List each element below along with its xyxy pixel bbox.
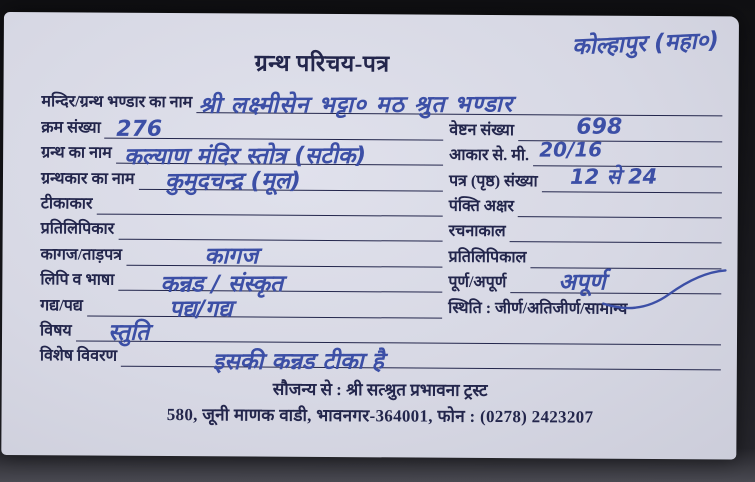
catalog-card [1, 12, 739, 459]
field-label-kram-sankhya: क्रम संख्या [41, 119, 101, 137]
field-label-granthkar-name: ग्रन्थकार का नाम [40, 169, 135, 188]
field-label-vishay: विषय [40, 322, 72, 340]
handwritten-value-aakar: 20/16 [538, 137, 603, 162]
field-label-vishesh-vivaran: विशेष विवरण [39, 347, 118, 365]
row-kagaj [40, 240, 721, 270]
courtesy-line: सौजन्य से : श्री सत्श्रुत प्रभावना ट्रस्ट [272, 379, 488, 401]
field-label-pankti-akshar: पंक्ति अक्षर [448, 197, 515, 216]
field-label-kagaj-tadpatra: कागज/ताड़पत्र [40, 245, 123, 264]
handwritten-value-vishay: स्तुति [107, 319, 149, 346]
row-lipi-bhasha [40, 265, 721, 298]
field-label-pratilipikal: प्रतिलिपिकाल [448, 248, 527, 266]
handwritten-value-granth-name: कल्याण मंदिर स्तोत्र (सटीक) [123, 143, 366, 171]
handwritten-location-note: कोल्हापुर (महा०) [571, 27, 720, 61]
field-label-pratilipikar: प्रतिलिपिकार [40, 220, 115, 239]
handwritten-value-kram-sankhya: 276 [116, 116, 163, 142]
row-granth-name [41, 137, 722, 171]
row-pratilipikar [41, 214, 722, 244]
row-vishesh-vivaran [39, 341, 721, 376]
field-line [138, 167, 442, 195]
handwritten-value-lipi-bhasha: कन्नड / संस्कृत [160, 271, 284, 298]
field-label-patra-sankhya: पत्र (पृष्ठ) संख्या [448, 172, 538, 190]
handwritten-value-kagaj-tadpatra: कागज [203, 243, 258, 270]
handwritten-value-granthkar-name: कुमुदचन्द्र (मूल) [164, 167, 301, 195]
field-label-granth-name: ग्रन्थ का नाम [41, 144, 112, 162]
field-label-sthiti: स्थिति : जीर्ण/अतिजीर्ण/सामान्य [448, 299, 628, 318]
field-label-rachnakal: रचनाकाल [448, 223, 506, 241]
field-label-bhandar-name: मन्दिर/ग्रन्थ भण्डार का नाम [41, 93, 193, 112]
address-line: 580, जूनी माणक वाडी, भावनगर-364001, फोन : (0278) 2423207 [166, 405, 594, 427]
handwritten-value-veshtan-sankhya: 698 [575, 114, 623, 140]
field-line [196, 88, 722, 120]
row-tikakar [41, 189, 722, 219]
handwritten-value-purn-apurn: अपूर्ण [558, 269, 606, 296]
card-title: ग्रन्थ परिचय-पत्र [254, 50, 390, 77]
field-label-lipi-bhasha: लिपि व भाषा [40, 271, 115, 289]
handwritten-value-patra-sankhya: 12 से 24 [569, 164, 658, 189]
field-line [118, 271, 442, 298]
field-line [116, 143, 443, 171]
field-line [121, 342, 721, 376]
handwritten-value-vishesh-vivaran: इसकी कन्नड टीका है [213, 348, 385, 376]
field-line [76, 316, 722, 345]
handwritten-value-bhandar-name: श्री लक्ष्मीसेन भट्टा० मठ श्रुत भण्डार [198, 91, 514, 120]
form-body [39, 87, 723, 376]
field-label-gadya-padya: गद्य/पद्य [40, 296, 83, 315]
field-label-veshtan-sankhya: वेष्टन संख्या [449, 121, 515, 139]
handwritten-value-gadya-padya: पद्य/गद्य [168, 295, 233, 322]
row-bhandar-name [41, 87, 722, 120]
field-label-purn-apurn: पूर्ण/अपूर्ण [448, 273, 507, 292]
field-label-tikakar: टीकाकार [40, 195, 93, 213]
card-footer [39, 376, 720, 429]
field-label-aakar: आकार से. मी. [449, 146, 530, 165]
